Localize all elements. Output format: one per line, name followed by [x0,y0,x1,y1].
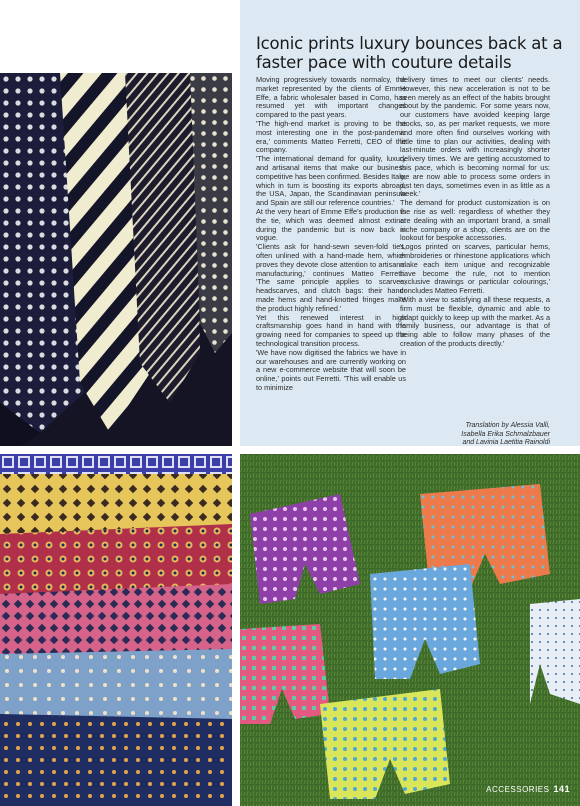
fabric-rolls-photo [0,454,232,806]
magazine-name: ACCESSORIES [486,785,550,794]
credit-line: Translation by Alessia Valli, [465,422,550,429]
paragraph: 'The high-end market is proving to be the most interesting one in the post-pandemic era,' comments Matteo Ferretti, CEO of the company. [256,118,406,155]
paragraph: The demand for product customization is on the rise as well: regardless of whether they are dealing with an important brand, a small niche company or a shop, clients are on the lookout for bespoke accessories. [400,198,550,243]
translation-credits [400,422,550,448]
paragraph: 'With a view to satisfying all these requests, a firm must be flexible, dynamic and able to adapt quickly to keep up with the market. As a family business, our advantage is that of being able to follow many phases of the creation of the products directly.' [400,294,550,348]
paragraph: 'We have now digitised the fabrics we have in our warehouses and are currently working on a new e-commerce website that will soon be online,' points out Ferretti. 'This will enable us to minimize [256,347,406,392]
article-title: Iconic prints luxury bounces back at a faster pace with couture details [256,34,563,72]
paragraph: 'Clients ask for hand-sewn seven-fold ties, often unlined with a hand-made hem, which proves they devote close attention to artisanal manufacturing,' continues Matteo Ferretti. 'The same principle applies to scarves, headscarves, and clutch bags: their hand-made hems and hand-knotted fringes make the product highly refined.' [256,242,406,313]
article-column-left [256,76,406,393]
paragraph: At the very heart of Emme Effe's production is the tie, which was deemed almost extinct during the pandemic but is now back in vogue. [256,206,406,243]
credit-line: Isabella Erika Schmalzbauer [461,430,550,438]
page-number: 141 [553,784,570,794]
paragraph: delivery times to meet our clients' needs. However, this new acceleration is not to be seen merely as an effect of the habits brought about by the pandemic. For some years now, our customers have avoided keeping large stocks, so, as per market requests, we more and more often find ourselves working with little time to plan our activities, dealing with last-minute orders with increasingly shorter delivery times. We are getting accustomed to this pace, which is becoming normal for us: we are now able to process some orders in just ten days, sometimes even in as little as a week.' [400,75,550,199]
article-column-right [400,76,550,349]
swim-shorts-illustration [240,454,580,806]
fabric-rolls-illustration [0,454,232,806]
ties-photo [0,73,232,446]
paragraph: Moving progressively towards normalcy, the market represented by the clients of Emme Effe, a fabric wholesaler based in Como, has resumed yet with important changes compared to the past years. [256,75,406,120]
credit-line: and Lavinia Laetitia Rainoldi [462,439,550,447]
paragraph: 'The international demand for quality, luxury and artisanal items that make our business competitive has been confirmed. Besides Italy, which in turn is boosting its exports abroad, the USA, Japan, the Scandinavian peninsula and Spain are still our reference countries.' [256,154,406,208]
paragraph: Yet this renewed interest in high craftsmanship goes hand in hand with the growing need for companies to speed up the technological transition process. [256,312,406,348]
paragraph: 'Logos printed on scarves, particular hems, embroideries or rhinestone applications which make each item unique and recognizable have become the rule, not to mention exclusive drawings or particular colourings,' concludes Matteo Ferretti. [400,242,550,296]
swim-shorts-photo [240,454,580,806]
ties-illustration [0,73,232,446]
page-folio [486,784,570,794]
